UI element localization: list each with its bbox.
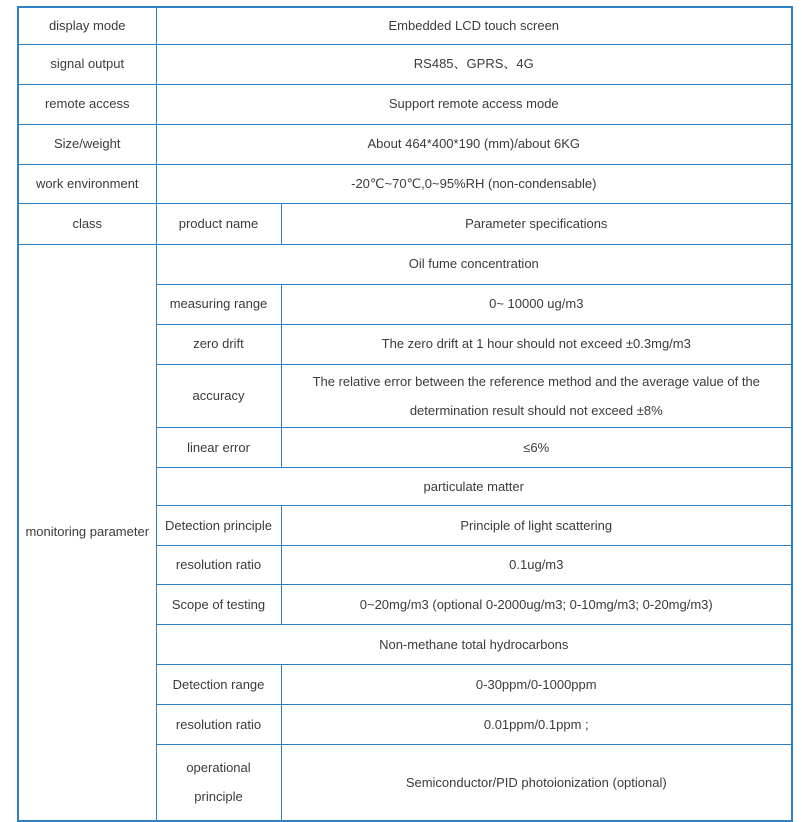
detection-range-label: Detection range [156,665,281,705]
monitoring-parameter-cell: monitoring parameter [18,244,156,821]
signal-output-label: signal output [18,44,156,84]
table-header-row [18,203,792,244]
zero-drift-value: The zero drift at 1 hour should not exceed ±0.3mg/m3 [281,324,792,364]
detection-principle-value: Principle of light scattering [281,506,792,546]
table-row [18,84,792,124]
size-weight-value: About 464*400*190 (mm)/about 6KG [156,124,792,164]
scope-of-testing-value: 0~20mg/m3 (optional 0-2000ug/m3; 0-10mg/m3; 0-20mg/m3) [281,585,792,625]
table-row [18,244,792,284]
work-environment-label: work environment [18,164,156,203]
zero-drift-label: zero drift [156,324,281,364]
detection-principle-label: Detection principle [156,506,281,546]
table-row [18,7,792,44]
operational-principle-value: Semiconductor/PID photoionization (optional) [281,745,792,821]
size-weight-label: Size/weight [18,124,156,164]
operational-principle-label: operational principle [156,745,281,821]
pm-resolution-ratio-value: 0.1ug/m3 [281,546,792,585]
work-environment-value: -20℃~70℃,0~95%RH (non-condensable) [156,164,792,203]
nmhc-resolution-ratio-label: resolution ratio [156,705,281,745]
section-title-particulate-matter: particulate matter [156,468,792,506]
measuring-range-label: measuring range [156,284,281,324]
linear-error-value: ≤6% [281,428,792,468]
product-name-header: product name [156,203,281,244]
pm-resolution-ratio-label: resolution ratio [156,546,281,585]
scope-of-testing-label: Scope of testing [156,585,281,625]
linear-error-label: linear error [156,428,281,468]
display-mode-value: Embedded LCD touch screen [156,7,792,44]
table-row [18,44,792,84]
accuracy-label: accuracy [156,364,281,428]
parameter-specifications-header: Parameter specifications [281,203,792,244]
display-mode-label: display mode [18,7,156,44]
signal-output-value: RS485、GPRS、4G [156,44,792,84]
remote-access-value: Support remote access mode [156,84,792,124]
detection-range-value: 0-30ppm/0-1000ppm [281,665,792,705]
measuring-range-value: 0~ 10000 ug/m3 [281,284,792,324]
remote-access-label: remote access [18,84,156,124]
nmhc-resolution-ratio-value: 0.01ppm/0.1ppm ; [281,705,792,745]
table-row [18,124,792,164]
table-row [18,164,792,203]
accuracy-value: The relative error between the reference method and the average value of the determination result should not exceed ±8% [281,364,792,428]
class-header: class [18,203,156,244]
section-title-oil-fume: Oil fume concentration [156,244,792,284]
section-title-non-methane: Non-methane total hydrocarbons [156,625,792,665]
product-spec-table [17,6,793,822]
